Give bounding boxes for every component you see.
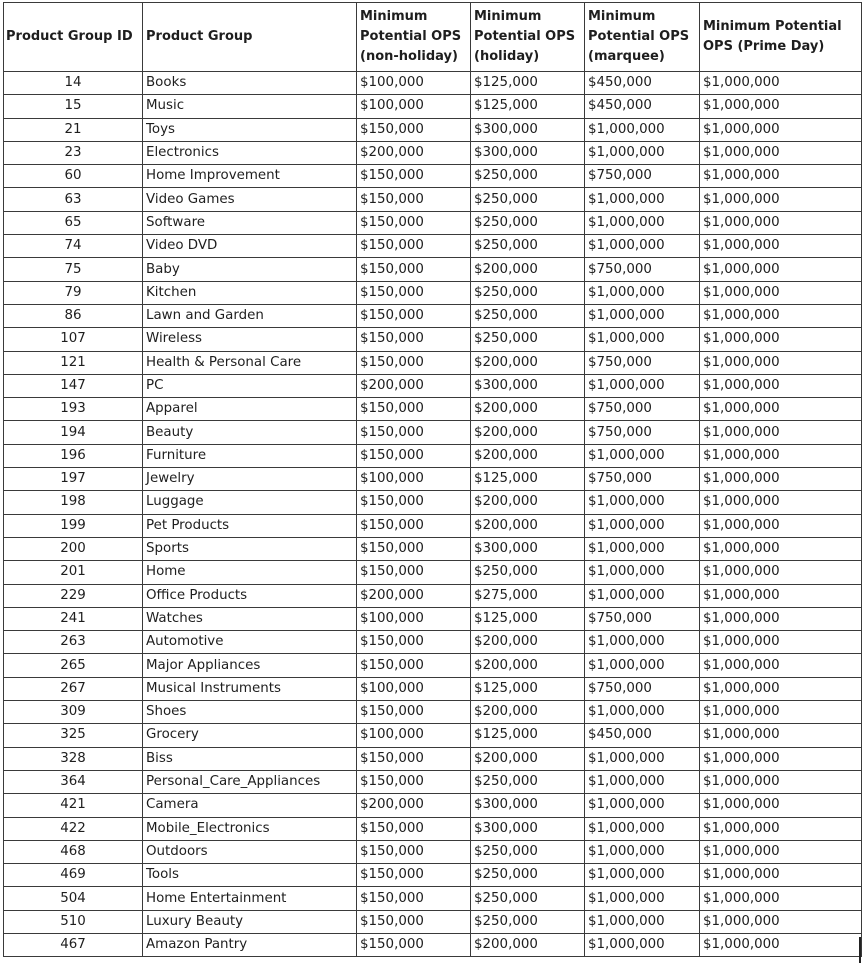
cell-ops-prime-day: $1,000,000 xyxy=(700,910,862,933)
cell-ops-non-holiday: $150,000 xyxy=(357,328,471,351)
cell-group-id: 421 xyxy=(4,794,143,817)
cell-ops-holiday: $200,000 xyxy=(471,444,585,467)
cell-product-group: Books xyxy=(143,72,357,95)
cell-ops-non-holiday: $200,000 xyxy=(357,141,471,164)
cell-ops-prime-day: $1,000,000 xyxy=(700,444,862,467)
cell-ops-holiday: $200,000 xyxy=(471,258,585,281)
cell-ops-prime-day: $1,000,000 xyxy=(700,188,862,211)
cell-product-group: Video DVD xyxy=(143,235,357,258)
cell-group-id: 121 xyxy=(4,351,143,374)
cell-ops-holiday: $200,000 xyxy=(471,933,585,956)
cell-ops-non-holiday: $150,000 xyxy=(357,817,471,840)
cell-product-group: Camera xyxy=(143,794,357,817)
cell-group-id: 241 xyxy=(4,607,143,630)
cell-ops-non-holiday: $150,000 xyxy=(357,514,471,537)
cell-ops-holiday: $250,000 xyxy=(471,304,585,327)
cell-ops-prime-day: $1,000,000 xyxy=(700,235,862,258)
cell-ops-non-holiday: $150,000 xyxy=(357,654,471,677)
cell-ops-holiday: $200,000 xyxy=(471,654,585,677)
table-row xyxy=(4,864,862,887)
cell-ops-holiday: $250,000 xyxy=(471,211,585,234)
header-ops-holiday: Minimum Potential OPS (holiday) xyxy=(471,3,585,72)
cell-product-group: Sports xyxy=(143,537,357,560)
table-row xyxy=(4,817,862,840)
cell-ops-prime-day: $1,000,000 xyxy=(700,631,862,654)
table-row xyxy=(4,654,862,677)
cell-ops-non-holiday: $150,000 xyxy=(357,235,471,258)
cell-ops-non-holiday: $100,000 xyxy=(357,677,471,700)
cell-ops-prime-day: $1,000,000 xyxy=(700,887,862,910)
cell-ops-prime-day: $1,000,000 xyxy=(700,141,862,164)
cell-ops-prime-day: $1,000,000 xyxy=(700,374,862,397)
cell-ops-marquee: $750,000 xyxy=(585,398,700,421)
cell-ops-holiday: $300,000 xyxy=(471,118,585,141)
cell-ops-prime-day: $1,000,000 xyxy=(700,165,862,188)
cell-ops-non-holiday: $150,000 xyxy=(357,258,471,281)
cell-ops-marquee: $1,000,000 xyxy=(585,444,700,467)
cell-ops-prime-day: $1,000,000 xyxy=(700,281,862,304)
cell-ops-holiday: $300,000 xyxy=(471,537,585,560)
cell-ops-prime-day: $1,000,000 xyxy=(700,118,862,141)
table-row xyxy=(4,328,862,351)
cell-ops-holiday: $250,000 xyxy=(471,887,585,910)
cell-product-group: Amazon Pantry xyxy=(143,933,357,956)
cell-group-id: 201 xyxy=(4,561,143,584)
cell-ops-non-holiday: $150,000 xyxy=(357,840,471,863)
cell-ops-holiday: $250,000 xyxy=(471,165,585,188)
cell-ops-marquee: $450,000 xyxy=(585,724,700,747)
cell-group-id: 200 xyxy=(4,537,143,560)
cell-ops-non-holiday: $100,000 xyxy=(357,724,471,747)
cell-ops-holiday: $125,000 xyxy=(471,468,585,491)
cell-ops-non-holiday: $200,000 xyxy=(357,584,471,607)
cell-ops-prime-day: $1,000,000 xyxy=(700,468,862,491)
cell-group-id: 229 xyxy=(4,584,143,607)
cell-ops-holiday: $125,000 xyxy=(471,95,585,118)
cell-group-id: 194 xyxy=(4,421,143,444)
cell-ops-prime-day: $1,000,000 xyxy=(700,561,862,584)
cell-group-id: 364 xyxy=(4,770,143,793)
cell-ops-non-holiday: $100,000 xyxy=(357,95,471,118)
cell-ops-non-holiday: $150,000 xyxy=(357,864,471,887)
cell-group-id: 198 xyxy=(4,491,143,514)
cell-ops-prime-day: $1,000,000 xyxy=(700,840,862,863)
cell-ops-holiday: $250,000 xyxy=(471,864,585,887)
cell-ops-non-holiday: $150,000 xyxy=(357,444,471,467)
cell-ops-holiday: $300,000 xyxy=(471,141,585,164)
cell-ops-marquee: $1,000,000 xyxy=(585,514,700,537)
cell-product-group: Musical Instruments xyxy=(143,677,357,700)
cell-ops-non-holiday: $150,000 xyxy=(357,910,471,933)
cell-ops-holiday: $125,000 xyxy=(471,724,585,747)
cell-ops-marquee: $1,000,000 xyxy=(585,701,700,724)
cell-ops-marquee: $450,000 xyxy=(585,72,700,95)
cell-ops-holiday: $300,000 xyxy=(471,817,585,840)
cell-group-id: 65 xyxy=(4,211,143,234)
cell-group-id: 74 xyxy=(4,235,143,258)
cell-ops-prime-day: $1,000,000 xyxy=(700,817,862,840)
table-row xyxy=(4,584,862,607)
cell-group-id: 267 xyxy=(4,677,143,700)
cell-ops-prime-day: $1,000,000 xyxy=(700,398,862,421)
cell-product-group: Home Entertainment xyxy=(143,887,357,910)
cell-ops-holiday: $300,000 xyxy=(471,374,585,397)
cell-ops-marquee: $750,000 xyxy=(585,468,700,491)
cell-ops-marquee: $1,000,000 xyxy=(585,281,700,304)
cell-ops-marquee: $1,000,000 xyxy=(585,118,700,141)
cell-ops-prime-day: $1,000,000 xyxy=(700,95,862,118)
cell-ops-holiday: $250,000 xyxy=(471,770,585,793)
cell-ops-non-holiday: $150,000 xyxy=(357,631,471,654)
cell-ops-prime-day: $1,000,000 xyxy=(700,794,862,817)
cell-ops-prime-day: $1,000,000 xyxy=(700,677,862,700)
table-row xyxy=(4,398,862,421)
table-row xyxy=(4,141,862,164)
cell-ops-non-holiday: $150,000 xyxy=(357,304,471,327)
cell-ops-non-holiday: $150,000 xyxy=(357,118,471,141)
cell-ops-holiday: $250,000 xyxy=(471,281,585,304)
table-row xyxy=(4,631,862,654)
cell-ops-marquee: $1,000,000 xyxy=(585,654,700,677)
cell-ops-marquee: $450,000 xyxy=(585,95,700,118)
cell-product-group: Home xyxy=(143,561,357,584)
cell-product-group: Biss xyxy=(143,747,357,770)
cell-ops-non-holiday: $150,000 xyxy=(357,770,471,793)
cell-ops-holiday: $275,000 xyxy=(471,584,585,607)
cell-ops-prime-day: $1,000,000 xyxy=(700,258,862,281)
table-row xyxy=(4,933,862,956)
cell-ops-prime-day: $1,000,000 xyxy=(700,537,862,560)
cell-ops-prime-day: $1,000,000 xyxy=(700,933,862,956)
header-row xyxy=(4,3,862,72)
table-row xyxy=(4,468,862,491)
cell-ops-non-holiday: $150,000 xyxy=(357,701,471,724)
cell-product-group: Luxury Beauty xyxy=(143,910,357,933)
cell-product-group: Software xyxy=(143,211,357,234)
cell-ops-marquee: $750,000 xyxy=(585,258,700,281)
cell-ops-marquee: $1,000,000 xyxy=(585,304,700,327)
table-row xyxy=(4,491,862,514)
cell-ops-holiday: $200,000 xyxy=(471,491,585,514)
cell-ops-marquee: $1,000,000 xyxy=(585,561,700,584)
cell-group-id: 15 xyxy=(4,95,143,118)
cell-ops-non-holiday: $100,000 xyxy=(357,72,471,95)
cell-ops-non-holiday: $150,000 xyxy=(357,887,471,910)
cell-ops-marquee: $1,000,000 xyxy=(585,188,700,211)
cell-ops-marquee: $750,000 xyxy=(585,351,700,374)
table-row xyxy=(4,118,862,141)
cell-ops-non-holiday: $150,000 xyxy=(357,933,471,956)
header-product-group-id: Product Group ID xyxy=(4,3,143,72)
header-ops-non-holiday: Minimum Potential OPS (non-holiday) xyxy=(357,3,471,72)
table-row xyxy=(4,374,862,397)
table-row xyxy=(4,794,862,817)
cell-product-group: Furniture xyxy=(143,444,357,467)
cell-ops-holiday: $250,000 xyxy=(471,188,585,211)
cell-ops-marquee: $1,000,000 xyxy=(585,584,700,607)
cell-product-group: Outdoors xyxy=(143,840,357,863)
cell-ops-holiday: $200,000 xyxy=(471,747,585,770)
cell-product-group: Video Games xyxy=(143,188,357,211)
cell-ops-non-holiday: $150,000 xyxy=(357,351,471,374)
cell-ops-non-holiday: $150,000 xyxy=(357,491,471,514)
cell-ops-prime-day: $1,000,000 xyxy=(700,654,862,677)
cell-product-group: Kitchen xyxy=(143,281,357,304)
table-row xyxy=(4,561,862,584)
cell-ops-holiday: $200,000 xyxy=(471,351,585,374)
table-row xyxy=(4,165,862,188)
table-row xyxy=(4,281,862,304)
header-ops-marquee: Minimum Potential OPS (marquee) xyxy=(585,3,700,72)
cell-ops-marquee: $1,000,000 xyxy=(585,631,700,654)
cell-product-group: Beauty xyxy=(143,421,357,444)
cell-ops-prime-day: $1,000,000 xyxy=(700,864,862,887)
cell-group-id: 265 xyxy=(4,654,143,677)
text-cursor xyxy=(859,937,861,963)
cell-ops-prime-day: $1,000,000 xyxy=(700,747,862,770)
cell-ops-holiday: $250,000 xyxy=(471,235,585,258)
table-row xyxy=(4,770,862,793)
cell-group-id: 86 xyxy=(4,304,143,327)
cell-group-id: 325 xyxy=(4,724,143,747)
cell-group-id: 196 xyxy=(4,444,143,467)
cell-ops-marquee: $1,000,000 xyxy=(585,770,700,793)
cell-ops-holiday: $125,000 xyxy=(471,677,585,700)
table-row xyxy=(4,607,862,630)
cell-ops-marquee: $1,000,000 xyxy=(585,887,700,910)
cell-ops-non-holiday: $150,000 xyxy=(357,188,471,211)
cell-ops-non-holiday: $150,000 xyxy=(357,561,471,584)
cell-ops-marquee: $1,000,000 xyxy=(585,840,700,863)
cell-ops-holiday: $250,000 xyxy=(471,840,585,863)
cell-ops-marquee: $1,000,000 xyxy=(585,794,700,817)
cell-product-group: Music xyxy=(143,95,357,118)
cell-group-id: 467 xyxy=(4,933,143,956)
table-row xyxy=(4,72,862,95)
cell-ops-non-holiday: $150,000 xyxy=(357,398,471,421)
table-row xyxy=(4,537,862,560)
cell-product-group: Pet Products xyxy=(143,514,357,537)
cell-group-id: 23 xyxy=(4,141,143,164)
cell-product-group: Shoes xyxy=(143,701,357,724)
table-header xyxy=(4,3,862,72)
cell-ops-marquee: $1,000,000 xyxy=(585,817,700,840)
header-ops-prime-day: Minimum Potential OPS (Prime Day) xyxy=(700,3,862,72)
cell-ops-non-holiday: $150,000 xyxy=(357,165,471,188)
cell-ops-marquee: $1,000,000 xyxy=(585,491,700,514)
table-row xyxy=(4,304,862,327)
table-row xyxy=(4,444,862,467)
cell-ops-holiday: $200,000 xyxy=(471,398,585,421)
cell-ops-prime-day: $1,000,000 xyxy=(700,514,862,537)
cell-group-id: 504 xyxy=(4,887,143,910)
cell-ops-holiday: $200,000 xyxy=(471,421,585,444)
cell-group-id: 309 xyxy=(4,701,143,724)
cell-group-id: 14 xyxy=(4,72,143,95)
cell-product-group: Apparel xyxy=(143,398,357,421)
cell-ops-holiday: $300,000 xyxy=(471,794,585,817)
cell-product-group: Wireless xyxy=(143,328,357,351)
cell-ops-holiday: $200,000 xyxy=(471,701,585,724)
ops-table xyxy=(3,2,862,957)
cell-ops-holiday: $200,000 xyxy=(471,631,585,654)
cell-group-id: 193 xyxy=(4,398,143,421)
cell-group-id: 21 xyxy=(4,118,143,141)
cell-group-id: 199 xyxy=(4,514,143,537)
cell-product-group: Automotive xyxy=(143,631,357,654)
cell-product-group: Toys xyxy=(143,118,357,141)
cell-group-id: 107 xyxy=(4,328,143,351)
cell-ops-marquee: $1,000,000 xyxy=(585,933,700,956)
cell-product-group: Home Improvement xyxy=(143,165,357,188)
cell-group-id: 79 xyxy=(4,281,143,304)
cell-ops-marquee: $1,000,000 xyxy=(585,211,700,234)
cell-group-id: 469 xyxy=(4,864,143,887)
cell-ops-holiday: $200,000 xyxy=(471,514,585,537)
cell-group-id: 328 xyxy=(4,747,143,770)
cell-ops-holiday: $125,000 xyxy=(471,72,585,95)
cell-product-group: Personal_Care_Appliances xyxy=(143,770,357,793)
cell-group-id: 197 xyxy=(4,468,143,491)
cell-ops-non-holiday: $150,000 xyxy=(357,281,471,304)
table-row xyxy=(4,747,862,770)
table-row xyxy=(4,840,862,863)
table-row xyxy=(4,351,862,374)
cell-ops-marquee: $1,000,000 xyxy=(585,235,700,258)
cell-product-group: Health & Personal Care xyxy=(143,351,357,374)
table-row xyxy=(4,211,862,234)
cell-product-group: Tools xyxy=(143,864,357,887)
cell-ops-marquee: $750,000 xyxy=(585,165,700,188)
cell-ops-marquee: $1,000,000 xyxy=(585,537,700,560)
cell-ops-prime-day: $1,000,000 xyxy=(700,328,862,351)
cell-ops-non-holiday: $150,000 xyxy=(357,211,471,234)
cell-ops-prime-day: $1,000,000 xyxy=(700,72,862,95)
cell-ops-marquee: $750,000 xyxy=(585,677,700,700)
cell-ops-prime-day: $1,000,000 xyxy=(700,584,862,607)
table-row xyxy=(4,724,862,747)
cell-product-group: Jewelry xyxy=(143,468,357,491)
cell-ops-marquee: $1,000,000 xyxy=(585,374,700,397)
table-row xyxy=(4,188,862,211)
cell-product-group: Baby xyxy=(143,258,357,281)
cell-ops-prime-day: $1,000,000 xyxy=(700,724,862,747)
cell-ops-marquee: $1,000,000 xyxy=(585,747,700,770)
cell-group-id: 263 xyxy=(4,631,143,654)
header-product-group: Product Group xyxy=(143,3,357,72)
table-row xyxy=(4,514,862,537)
cell-ops-marquee: $1,000,000 xyxy=(585,141,700,164)
cell-ops-marquee: $1,000,000 xyxy=(585,328,700,351)
cell-product-group: Luggage xyxy=(143,491,357,514)
cell-ops-non-holiday: $150,000 xyxy=(357,421,471,444)
cell-group-id: 75 xyxy=(4,258,143,281)
table-row xyxy=(4,421,862,444)
cell-ops-non-holiday: $200,000 xyxy=(357,794,471,817)
table-body xyxy=(4,72,862,957)
table-row xyxy=(4,887,862,910)
cell-product-group: Electronics xyxy=(143,141,357,164)
cell-product-group: PC xyxy=(143,374,357,397)
cell-product-group: Major Appliances xyxy=(143,654,357,677)
cell-product-group: Mobile_Electronics xyxy=(143,817,357,840)
cell-group-id: 510 xyxy=(4,910,143,933)
ops-table-sheet xyxy=(3,2,861,957)
cell-ops-marquee: $750,000 xyxy=(585,607,700,630)
table-row xyxy=(4,258,862,281)
cell-ops-prime-day: $1,000,000 xyxy=(700,607,862,630)
cell-ops-marquee: $750,000 xyxy=(585,421,700,444)
cell-ops-prime-day: $1,000,000 xyxy=(700,351,862,374)
cell-group-id: 147 xyxy=(4,374,143,397)
cell-product-group: Office Products xyxy=(143,584,357,607)
cell-product-group: Watches xyxy=(143,607,357,630)
cell-ops-prime-day: $1,000,000 xyxy=(700,211,862,234)
cell-product-group: Grocery xyxy=(143,724,357,747)
cell-ops-non-holiday: $100,000 xyxy=(357,468,471,491)
cell-ops-marquee: $1,000,000 xyxy=(585,910,700,933)
cell-ops-prime-day: $1,000,000 xyxy=(700,304,862,327)
cell-ops-prime-day: $1,000,000 xyxy=(700,701,862,724)
cell-ops-holiday: $125,000 xyxy=(471,607,585,630)
cell-ops-holiday: $250,000 xyxy=(471,910,585,933)
cell-ops-marquee: $1,000,000 xyxy=(585,864,700,887)
cell-ops-holiday: $250,000 xyxy=(471,561,585,584)
cell-ops-non-holiday: $150,000 xyxy=(357,747,471,770)
cell-group-id: 63 xyxy=(4,188,143,211)
table-row xyxy=(4,701,862,724)
cell-ops-prime-day: $1,000,000 xyxy=(700,770,862,793)
table-row xyxy=(4,235,862,258)
cell-ops-prime-day: $1,000,000 xyxy=(700,491,862,514)
cell-group-id: 60 xyxy=(4,165,143,188)
cell-ops-prime-day: $1,000,000 xyxy=(700,421,862,444)
cell-ops-non-holiday: $200,000 xyxy=(357,374,471,397)
table-row xyxy=(4,677,862,700)
cell-ops-non-holiday: $150,000 xyxy=(357,537,471,560)
cell-group-id: 422 xyxy=(4,817,143,840)
cell-ops-non-holiday: $100,000 xyxy=(357,607,471,630)
table-row xyxy=(4,95,862,118)
cell-product-group: Lawn and Garden xyxy=(143,304,357,327)
cell-ops-holiday: $250,000 xyxy=(471,328,585,351)
cell-group-id: 468 xyxy=(4,840,143,863)
table-row xyxy=(4,910,862,933)
